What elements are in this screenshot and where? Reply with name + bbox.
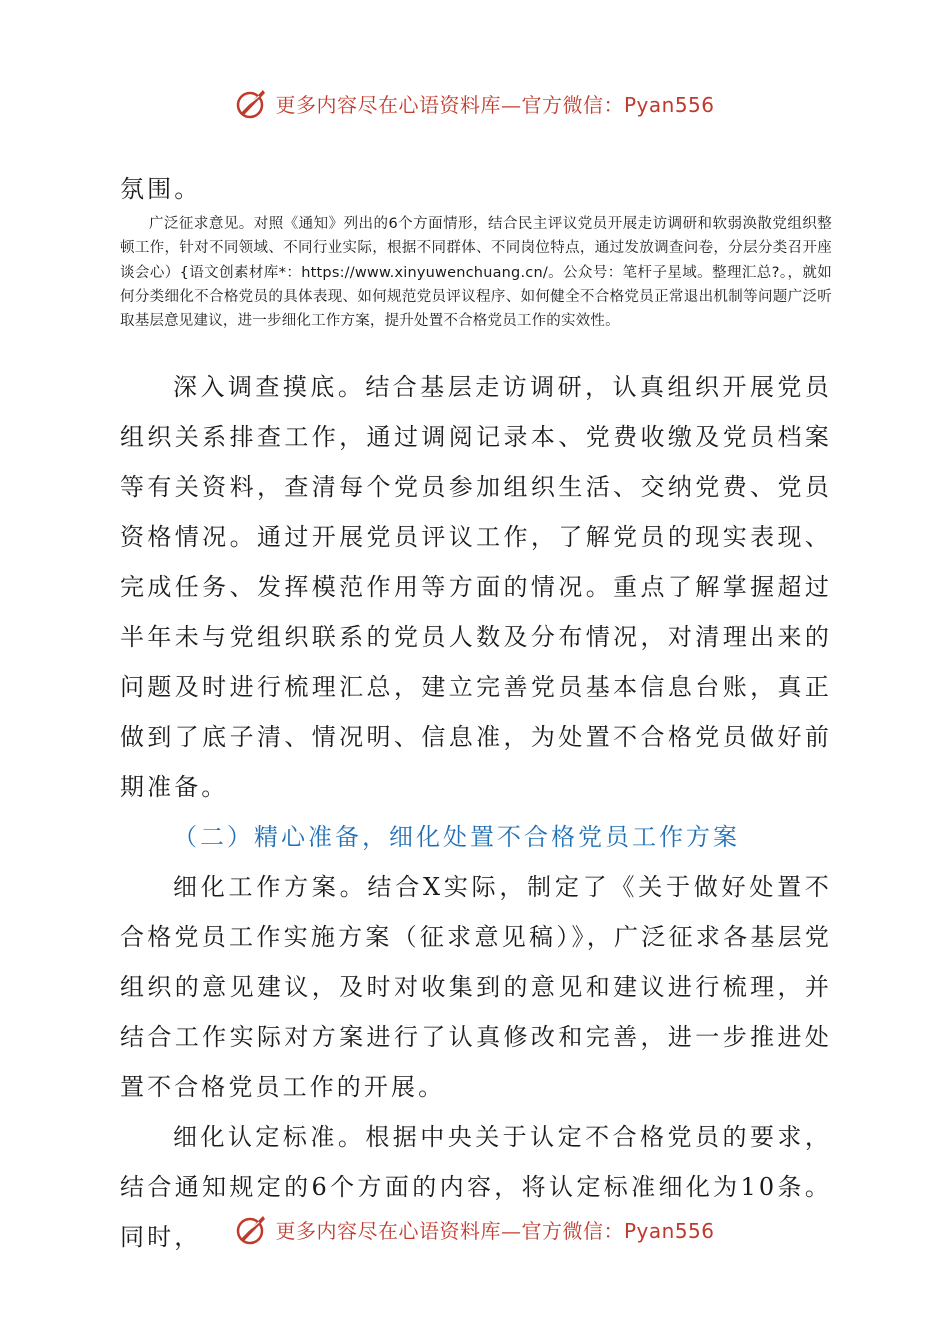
document-body — [120, 164, 832, 214]
paragraph-standard: 细化认定标准。根据中央关于认定不合格党员的要求，结合通知规定的6个方面的内容，将认定标准细化为10条。同时， — [120, 1123, 832, 1251]
paragraph-fragment: 氛围。 — [120, 175, 202, 203]
wechat-id: Pyan556 — [623, 1218, 715, 1243]
paragraph-investigation: 深入调查摸底。结合基层走访调研，认真组织开展党员组织关系排查工作，通过调阅记录本、党费收缴及党员档案等有关资料，查清每个党员参加组织生活、交纳党费、党员资格情况。通过开展党员评议工作，了解党员的现实表现、完成任务、发挥模范作用等方面的情况。重点了解掌握超过半年未与党组织联系的党员人数及分布情况，对清理出来的问题及时进行梳理汇总，建立完善党员基本信息台账，真正做到了底子清、情况明、信息准，为处置不合格党员做好前期准备。 — [120, 373, 832, 801]
small-paragraph-block — [120, 212, 832, 333]
wechat-id: Pyan556 — [623, 92, 715, 117]
section-heading: （二）精心准备，细化处置不合格党员工作方案 — [173, 823, 740, 851]
paragraph-work-plan: 细化工作方案。结合X实际，制定了《关于做好处置不合格党员工作实施方案（征求意见稿）》，广泛征求各基层党组织的意见建议，及时对收集到的意见和建议进行梳理，并结合工作实际对方案进行了认真修改和完善，进一步推进处置不合格党员工作的开展。 — [120, 873, 832, 1101]
quill-logo-icon — [235, 1212, 269, 1246]
header-watermark — [0, 86, 950, 120]
main-paragraphs — [120, 362, 832, 1262]
watermark-text: 更多内容尽在心语资料库—官方微信：Pyan556 — [275, 92, 715, 117]
paragraph-solicit-opinions: 广泛征求意见。对照《通知》列出的6个方面情形，结合民主评议党员开展走访调研和软弱涣散党组织整顿工作，针对不同领域、不同行业实际，根据不同群体、不同岗位特点，通过发放调查问卷，分层分类召开座谈会心）{语文创素材库*：https://www.xinyuwenchuang.cn/。公众号：笔杆子星域。整理汇总?。，就如何分类细化不合格党员的具体表现、如何规范党员评议程序、如何健全不合格党员正常退出机制等问题广泛听取基层意见建议，进一步细化工作方案，提升处置不合格党员工作的实效性。 — [120, 216, 832, 330]
watermark-text: 更多内容尽在心语资料库—官方微信：Pyan556 — [275, 1218, 715, 1243]
footer-watermark — [0, 1212, 950, 1246]
quill-logo-icon — [235, 86, 269, 120]
